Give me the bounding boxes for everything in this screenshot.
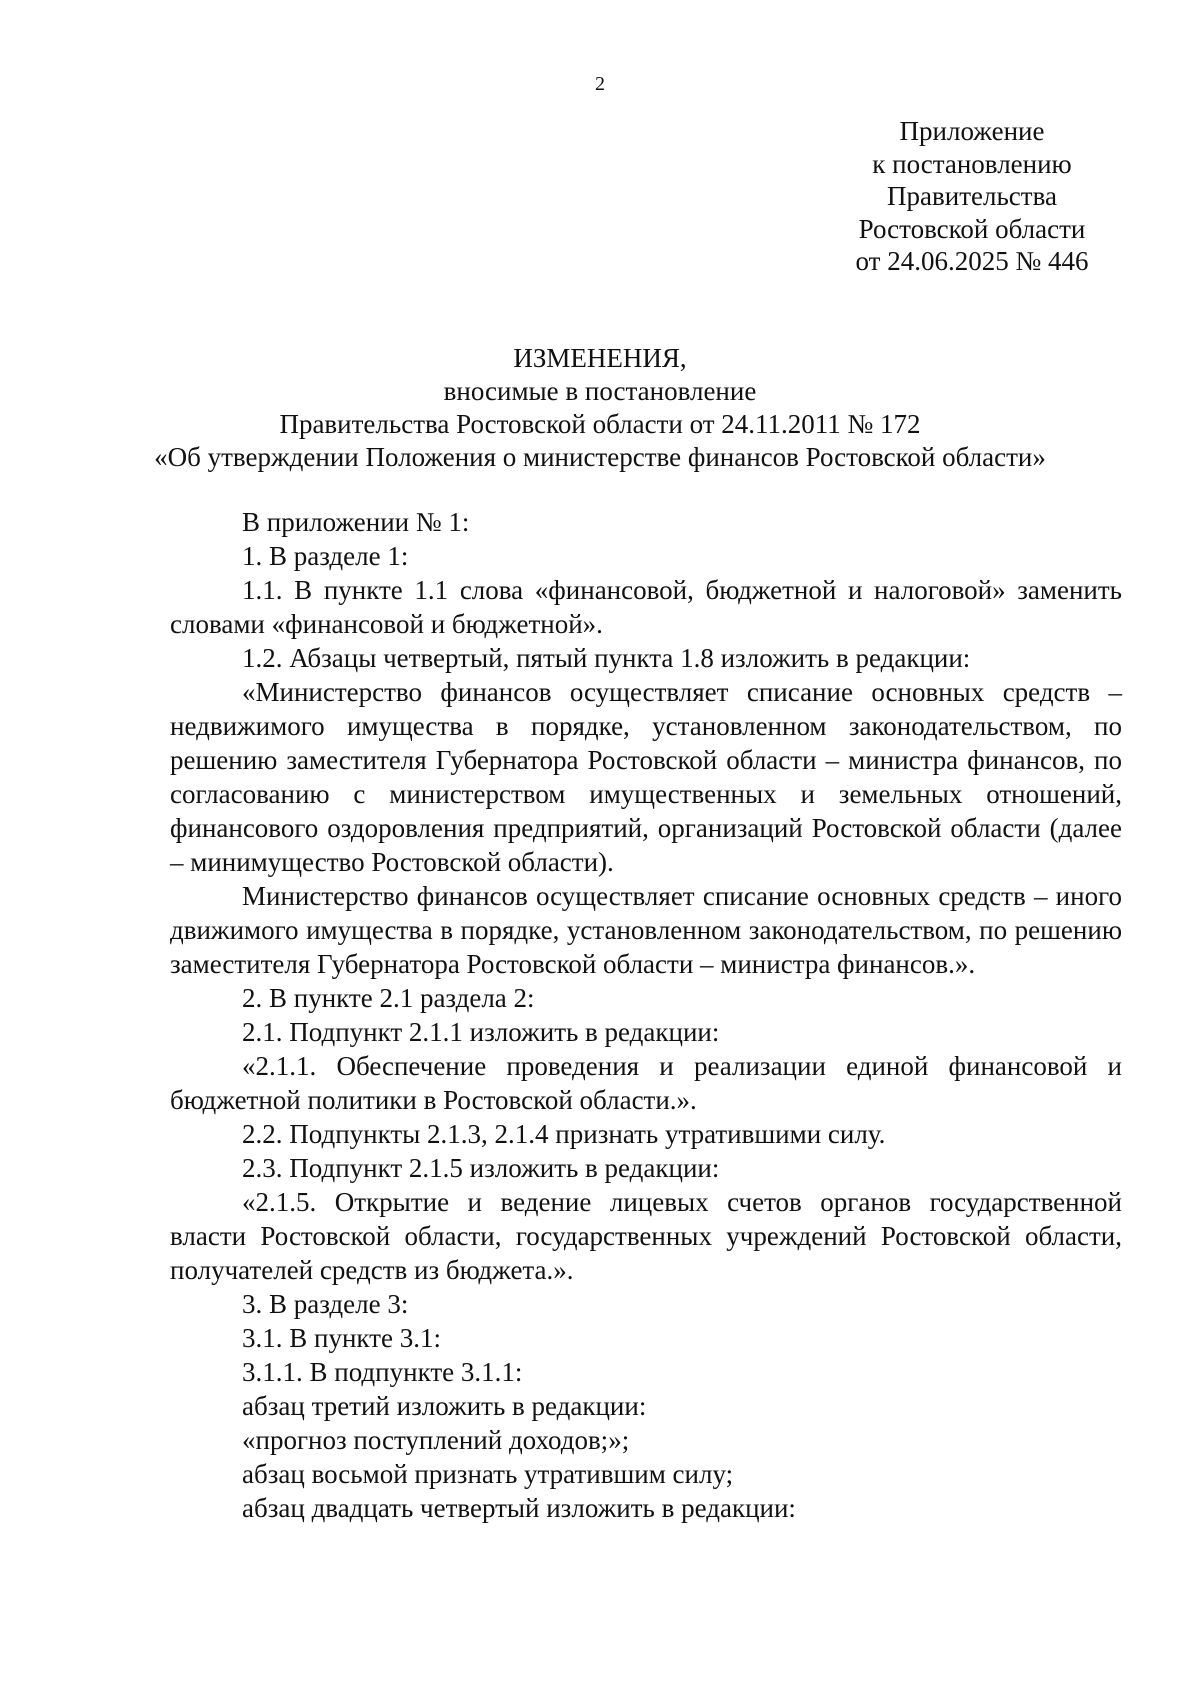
- paragraph: 1.1. В пункте 1.1 слова «финансовой, бюджетной и налоговой» заменить словами «финансовой и бюджетной».: [170, 575, 1122, 639]
- title-subline: вносимые в постановление: [443, 376, 757, 406]
- paragraph: абзац двадцать четвертый изложить в редакции:: [242, 1493, 796, 1523]
- paragraph: 3.1. В пункте 3.1:: [242, 1323, 441, 1353]
- paragraph: «прогноз поступлений доходов;»;: [242, 1425, 630, 1455]
- appendix-line: Правительства: [887, 181, 1057, 211]
- document-title: [0, 342, 1200, 474]
- paragraph: 1.2. Абзацы четвертый, пятый пункта 1.8 изложить в редакции:: [242, 643, 971, 673]
- title-heading: ИЗМЕНЕНИЯ,: [513, 343, 687, 373]
- appendix-line: Ростовской области: [858, 213, 1086, 244]
- title-decree: Правительства Ростовской области от 24.11.2011 № 172: [279, 409, 921, 439]
- paragraph: 2.2. Подпункты 2.1.3, 2.1.4 признать утратившими силу.: [242, 1119, 886, 1149]
- page-number: 2: [595, 73, 605, 95]
- paragraph: Министерство финансов осуществляет списание основных средств – иного движимого имущества в порядке, установленном законодательством, по решению заместителя Губернатора Ростовской области – министра финансов.».: [170, 881, 1122, 979]
- document-body: [170, 505, 1122, 1525]
- paragraph: «Министерство финансов осуществляет списание основных средств – недвижимого имущества в порядке, установленном законодательством, по решению заместителя Губернатора Ростовской области – министра финансов, по согласованию с министерством имущественных и земельных отношений, финансового оздоровления предприятий, организаций Ростовской области (далее – минимущество Ростовской области).: [170, 677, 1122, 877]
- paragraph: 2.3. Подпункт 2.1.5 изложить в редакции:: [242, 1153, 720, 1183]
- appendix-line: Приложение: [899, 116, 1045, 146]
- paragraph: 1. В разделе 1:: [242, 541, 409, 571]
- paragraph: В приложении № 1:: [242, 507, 470, 537]
- paragraph: абзац третий изложить в редакции:: [242, 1391, 647, 1421]
- appendix-line: от 24.06.2025 № 446: [855, 246, 1089, 276]
- appendix-block: [812, 115, 1132, 278]
- paragraph: 3. В разделе 3:: [242, 1289, 409, 1319]
- paragraph: 3.1.1. В подпункте 3.1.1:: [242, 1357, 523, 1387]
- paragraph: абзац восьмой признать утратившим силу;: [242, 1459, 734, 1489]
- paragraph: «2.1.1. Обеспечение проведения и реализации единой финансовой и бюджетной политики в Ростовской области.».: [170, 1051, 1122, 1115]
- paragraph: 2. В пункте 2.1 раздела 2:: [242, 983, 535, 1013]
- paragraph: «2.1.5. Открытие и ведение лицевых счетов органов государственной власти Ростовской области, государственных учреждений Ростовской области, получателей средств из бюджета.».: [170, 1187, 1122, 1285]
- paragraph: 2.1. Подпункт 2.1.1 изложить в редакции:: [242, 1017, 720, 1047]
- title-decree-name: «Об утверждении Положения о министерстве финансов Ростовской области»: [154, 442, 1046, 472]
- appendix-line: к постановлению: [872, 148, 1072, 179]
